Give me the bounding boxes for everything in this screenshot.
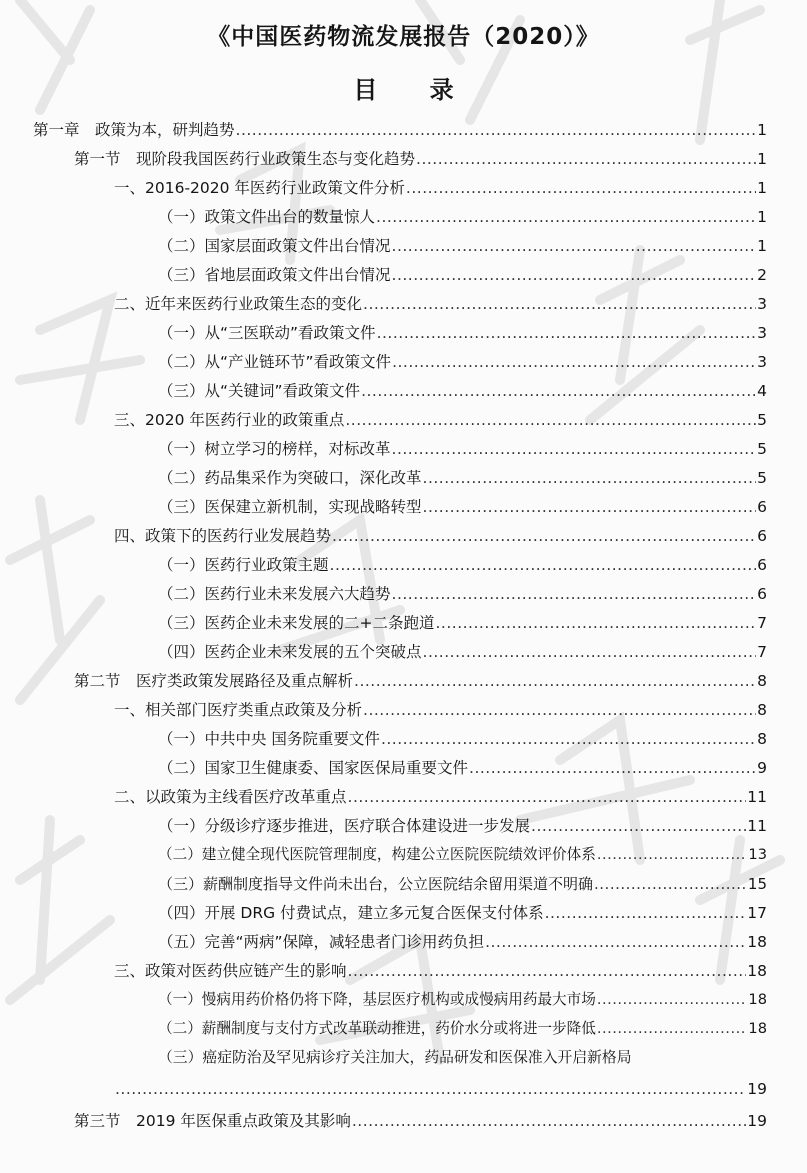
toc-entry-label: （一）树立学习的榜样，对标改革 — [158, 440, 391, 458]
toc-dot-leader — [436, 613, 757, 633]
toc-entry-page: 19 — [747, 1080, 767, 1098]
toc-dot-leader — [597, 990, 748, 1010]
toc-entry[interactable] — [74, 671, 767, 691]
toc-entry-label: 二、以政策为主线看医疗改革重点 — [114, 788, 347, 806]
toc-entry[interactable] — [158, 352, 767, 372]
toc-entry-label: （二）建立健全现代医院管理制度，构建公立医院医院绩效评价体系 — [158, 846, 596, 863]
toc-entry[interactable] — [74, 1111, 767, 1131]
toc-entry-page: 18 — [747, 933, 767, 951]
toc-dot-leader — [531, 816, 746, 836]
toc-entry-label: 三、政策对医药供应链产生的影响 — [114, 962, 347, 980]
toc-entry-label: 四、政策下的医药行业发展趋势 — [114, 527, 332, 545]
toc-entry[interactable] — [74, 149, 767, 169]
toc-entry[interactable] — [114, 700, 767, 720]
toc-entry-label: （一）分级诊疗逐步推进，医疗联合体建设进一步发展 — [158, 817, 531, 835]
toc-entry[interactable] — [158, 584, 767, 604]
toc-entry-page: 19 — [747, 1112, 767, 1130]
toc-entry-page: 17 — [747, 904, 767, 922]
toc-entry-label: 一、相关部门医疗类重点政策及分析 — [114, 701, 363, 719]
toc-entry-label: （三）医药企业未来发展的二+二条跑道 — [158, 614, 435, 632]
toc-entry-label: 第三节 2019 年医保重点政策及其影响 — [74, 1112, 351, 1130]
toc-entry[interactable] — [158, 207, 767, 227]
toc-entry-page: 6 — [757, 585, 767, 603]
toc-entry-label: （一）从“三医联动”看政策文件 — [158, 324, 376, 342]
toc-dot-leader — [348, 961, 747, 981]
toc-entry-page: 4 — [757, 382, 767, 400]
toc-dot-leader — [392, 352, 756, 372]
toc-dot-leader — [423, 468, 757, 488]
toc-entry[interactable] — [158, 729, 767, 749]
toc-entry[interactable] — [33, 120, 767, 140]
toc-entry-page: 13 — [748, 846, 767, 863]
toc-entry[interactable] — [114, 178, 767, 198]
toc-dot-leader — [345, 410, 756, 430]
toc-entry-label: （二）药品集采作为突破口，深化改革 — [158, 469, 422, 487]
toc-entry-page: 5 — [757, 469, 767, 487]
toc-entry-page: 1 — [757, 237, 767, 255]
toc-dot-leader — [423, 497, 757, 517]
toc-entry-page: 15 — [747, 875, 767, 893]
toc-entry-label: （二）从“产业链环节”看政策文件 — [158, 353, 392, 371]
toc-entry[interactable] — [158, 555, 767, 575]
toc-entry[interactable] — [158, 1019, 767, 1039]
toc-dot-leader — [392, 265, 757, 285]
toc-entry-page: 9 — [757, 759, 767, 777]
toc-entry-label: （四）开展 DRG 付费试点，建立多元复合医保支付体系 — [158, 904, 544, 922]
toc-entry-label: 二、近年来医药行业政策生态的变化 — [114, 295, 363, 313]
toc-entry[interactable] — [158, 758, 767, 778]
toc-entry-page: 8 — [757, 701, 767, 719]
toc-entry-label: （一）政策文件出台的数量惊人 — [158, 208, 376, 226]
toc-dot-leader — [392, 584, 757, 604]
toc-entry-page: 1 — [757, 150, 767, 168]
toc-dot-leader — [363, 700, 756, 720]
toc-dot-leader — [352, 1111, 746, 1131]
toc-entry-label: （三）从“关键词”看政策文件 — [158, 382, 361, 400]
toc-entry-label: （二）医药行业未来发展六大趋势 — [158, 585, 391, 603]
toc-entry-page: 18 — [748, 991, 767, 1008]
toc-entry-label: 第二节 医疗类政策发展路径及重点解析 — [74, 672, 354, 690]
toc-entry[interactable] — [158, 439, 767, 459]
toc-entry[interactable] — [114, 294, 767, 314]
toc-dot-leader — [594, 874, 747, 894]
toc-dot-leader — [376, 207, 756, 227]
toc-entry-page: 6 — [757, 556, 767, 574]
toc-entry[interactable] — [158, 990, 767, 1010]
toc-entry-page: 8 — [757, 730, 767, 748]
toc-entry[interactable] — [158, 381, 767, 401]
toc-entry-page: 5 — [757, 411, 767, 429]
toc-entry[interactable] — [158, 323, 767, 343]
toc-entry[interactable] — [114, 410, 767, 430]
toc-entry-page: 7 — [757, 614, 767, 632]
toc-entry[interactable] — [158, 236, 767, 256]
toc-dot-leader — [332, 526, 756, 546]
toc-entry-page: 18 — [748, 1020, 767, 1037]
toc-entry-page: 1 — [757, 121, 767, 139]
toc-entry-label: （三）医保建立新机制，实现战略转型 — [158, 498, 422, 516]
toc-entry[interactable] — [158, 845, 767, 865]
toc-entry-page: 3 — [757, 324, 767, 342]
toc-entry-label: （四）医药企业未来发展的五个突破点 — [158, 643, 422, 661]
toc-dot-leader — [423, 642, 757, 662]
toc-entry-label: （一）中共中央 国务院重要文件 — [158, 730, 380, 748]
toc-entry[interactable] — [158, 468, 767, 488]
toc-entry-label: （二）国家卫生健康委、国家医保局重要文件 — [158, 759, 469, 777]
toc-entry[interactable] — [114, 787, 767, 807]
toc-entry[interactable] — [158, 265, 767, 285]
toc-entry[interactable] — [158, 613, 767, 633]
toc-entry[interactable] — [158, 497, 767, 517]
toc-entry-page: 8 — [757, 672, 767, 690]
toc-dot-leader — [392, 439, 757, 459]
toc-entry-page: 3 — [757, 295, 767, 313]
toc-entry-label: 一、2016-2020 年医药行业政策文件分析 — [114, 179, 405, 197]
toc-entry-page: 1 — [757, 179, 767, 197]
toc-heading: 目 录 — [353, 76, 476, 104]
toc-dot-leader — [597, 1019, 748, 1039]
toc-entry-label: （三）薪酬制度指导文件尚未出台，公立医院结余留用渠道不明确 — [158, 875, 594, 893]
toc-entry[interactable] — [158, 874, 767, 894]
toc-entry[interactable] — [114, 526, 767, 546]
toc-entry-page: 1 — [757, 208, 767, 226]
toc-entry[interactable] — [158, 642, 767, 662]
toc-dot-leader — [354, 671, 756, 691]
toc-entry-label: 第一章 政策为本，研判趋势 — [33, 121, 235, 139]
toc-entry[interactable] — [114, 1079, 767, 1099]
toc-entry-label: （一）医药行业政策主题 — [158, 556, 329, 574]
document-title: 《中国医药物流发展报告（2020）》 — [207, 24, 600, 50]
toc-entry-label: 第一节 现阶段我国医药行业政策生态与变化趋势 — [74, 150, 416, 168]
toc-entry-label[interactable]: （三）癌症防治及罕见病诊疗关注加大，药品研发和医保准入开启新格局 — [158, 1049, 632, 1066]
toc-dot-leader — [363, 294, 756, 314]
toc-dot-leader — [330, 555, 757, 575]
toc-entry-page: 3 — [757, 353, 767, 371]
toc-dot-leader — [545, 903, 747, 923]
toc-entry-page: 2 — [757, 266, 767, 284]
toc-entry-label: （二）国家层面政策文件出台情况 — [158, 237, 391, 255]
toc-entry-page: 11 — [747, 788, 767, 806]
toc-entry-label: （一）慢病用药价格仍将下降，基层医疗机构或成慢病用药最大市场 — [158, 991, 596, 1008]
toc-entry-page: 6 — [757, 527, 767, 545]
toc-entry-label: 三、2020 年医药行业的政策重点 — [114, 411, 345, 429]
toc-entry-page: 7 — [757, 643, 767, 661]
toc-entry[interactable] — [158, 932, 767, 952]
toc-entry[interactable] — [114, 961, 767, 981]
toc-entry-page: 18 — [747, 962, 767, 980]
toc-entry-label: （三）省地层面政策文件出台情况 — [158, 266, 391, 284]
toc-dot-leader — [381, 729, 756, 749]
toc-entry-label: （五）完善“两病”保障，减轻患者门诊用药负担 — [158, 933, 485, 951]
toc-entry[interactable] — [158, 816, 767, 836]
toc-entry-page: 6 — [757, 498, 767, 516]
toc-dot-leader — [115, 1079, 746, 1099]
toc-dot-leader — [236, 120, 757, 140]
toc-entry-page: 11 — [747, 817, 767, 835]
toc-entry[interactable] — [158, 903, 767, 923]
toc-dot-leader — [406, 178, 756, 198]
toc-dot-leader — [348, 787, 747, 807]
toc-dot-leader — [361, 381, 756, 401]
toc-entry-page: 5 — [757, 440, 767, 458]
toc-dot-leader — [469, 758, 756, 778]
toc-dot-leader — [392, 236, 757, 256]
toc-dot-leader — [597, 845, 748, 865]
toc-dot-leader — [416, 149, 756, 169]
toc-dot-leader — [377, 323, 757, 343]
toc-entry-label: （二）薪酬制度与支付方式改革联动推进，药价水分或将进一步降低 — [158, 1020, 596, 1037]
toc-dot-leader — [485, 932, 746, 952]
